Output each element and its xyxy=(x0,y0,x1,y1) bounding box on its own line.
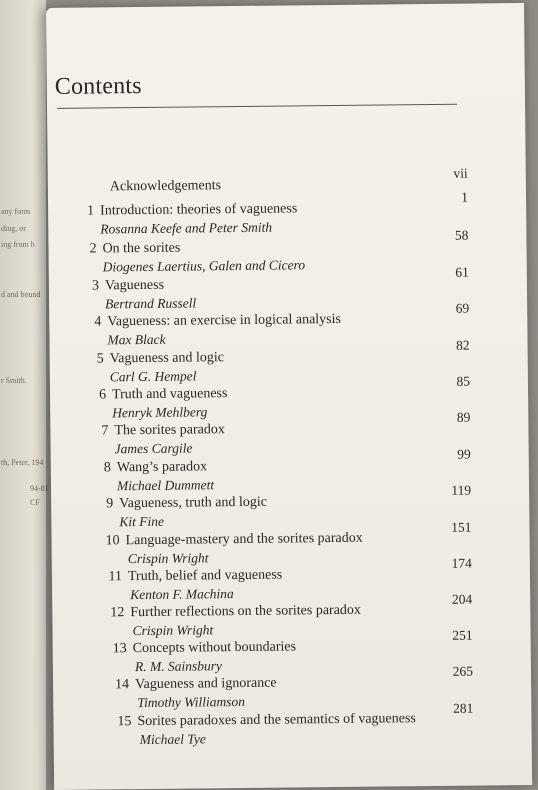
toc-entry-page: 174 xyxy=(451,555,472,571)
toc-entry-number: 6 xyxy=(98,387,107,403)
toc-entry-number: 4 xyxy=(94,314,102,330)
toc-entry-author: Carl G. Hempel xyxy=(109,368,197,385)
toc-entry-title: Language-mastery and the sorites paradox xyxy=(125,530,363,549)
toc-entry-title: Vagueness xyxy=(104,277,165,294)
page-title: Contents xyxy=(54,73,142,100)
toc-entry-title: Wang’s paradox xyxy=(116,459,208,476)
toc-entry-number: 3 xyxy=(91,278,99,294)
toc-entry-page: 99 xyxy=(457,446,471,462)
adjacent-page-fragment: th, Peter, 194 xyxy=(1,458,44,467)
toc-entry-number: 11 xyxy=(108,569,123,585)
toc-entry-number: 8 xyxy=(103,460,111,476)
adjacent-page-fragment: ing from b xyxy=(1,240,35,249)
toc-entry-title: Vagueness and logic xyxy=(109,350,225,367)
toc-entry-page: 69 xyxy=(455,300,470,316)
adjacent-page-fragment: d and bound xyxy=(1,290,41,299)
toc-entry-number: 13 xyxy=(112,641,127,657)
toc-entry-number: 2 xyxy=(89,241,97,257)
toc-entry-title: Concepts without boundaries xyxy=(132,639,297,657)
toc-entry-author: Diogenes Laertius, Galen and Cicero xyxy=(102,257,306,275)
toc-entry-page: 1 xyxy=(461,189,469,205)
toc-entry-author: Henryk Mehlberg xyxy=(112,404,208,421)
adjacent-page xyxy=(0,0,49,790)
toc-entry-title: Vagueness and ignorance xyxy=(135,675,277,693)
toc-entry-page: 265 xyxy=(452,663,474,679)
toc-entry-author: Michael Tye xyxy=(139,731,206,748)
table-of-contents xyxy=(46,3,532,790)
toc-entry-title: Introduction: theories of vagueness xyxy=(100,201,298,219)
toc-entry-author: Kit Fine xyxy=(119,513,165,530)
toc-entry-author: Bertrand Russell xyxy=(105,295,197,312)
toc-entry-page: 89 xyxy=(456,409,471,425)
adjacent-page-fragment: any form xyxy=(1,207,31,216)
toc-entry-page: 151 xyxy=(451,519,472,535)
toc-entry-number: 10 xyxy=(105,533,120,549)
toc-entry-page: 119 xyxy=(451,482,472,498)
toc-entry-number: 1 xyxy=(87,203,95,219)
toc-entry-author: Rosanna Keefe and Peter Smith xyxy=(100,219,273,237)
toc-entry-title: Further reflections on the sorites paradox xyxy=(130,602,361,621)
toc-entry-title: Vagueness: an exercise in logical analysis xyxy=(107,311,342,330)
toc-entry-number: 14 xyxy=(115,677,130,693)
toc-entry-number: 5 xyxy=(96,351,104,367)
toc-entry-title: The sorites paradox xyxy=(114,422,225,439)
toc-entry-author: James Cargile xyxy=(114,440,193,457)
adjacent-page-fragment: CF xyxy=(30,498,40,507)
toc-entry-page: 281 xyxy=(453,700,474,716)
adjacent-page-fragment: r Smith. xyxy=(1,376,27,385)
toc-entry-page: vii xyxy=(453,165,468,181)
toc-entry-title: Truth and vagueness xyxy=(111,386,228,403)
adjacent-page-fragment: ding, or xyxy=(1,224,26,233)
toc-entry-title: Truth, belief and vagueness xyxy=(127,567,283,585)
toc-entry-title: Vagueness, truth and logic xyxy=(119,494,268,512)
toc-entry-author: Crispin Wright xyxy=(132,622,214,639)
toc-entry-author: Kenton F. Machina xyxy=(130,586,234,603)
toc-entry-title: Acknowledgements xyxy=(109,178,222,195)
toc-entry-number: 7 xyxy=(101,423,109,439)
toc-entry-page: 85 xyxy=(456,373,471,389)
toc-entry-author: Crispin Wright xyxy=(127,550,209,567)
toc-entry-page: 58 xyxy=(454,227,469,243)
toc-entry-number: 15 xyxy=(117,714,132,730)
toc-entry-number: 12 xyxy=(110,605,125,621)
toc-entry-page: 82 xyxy=(455,337,470,353)
toc-entry-page: 204 xyxy=(451,591,473,607)
toc-entry-page: 251 xyxy=(452,627,473,643)
toc-entry-number: 9 xyxy=(106,496,114,512)
toc-entry-title: On the sorites xyxy=(102,240,181,257)
toc-entry-page: 61 xyxy=(455,264,469,280)
toc-entry-author: Michael Dummett xyxy=(116,477,215,494)
toc-entry-title: Sorites paradoxes and the semantics of vagueness xyxy=(137,711,416,730)
toc-entry-author: Timothy Williamson xyxy=(137,693,245,711)
book-page xyxy=(46,3,532,790)
adjacent-page-fragment: 94-81 xyxy=(30,484,49,493)
toc-entry-author: R. M. Sainsbury xyxy=(134,658,222,675)
toc-entry-author: Max Black xyxy=(107,331,166,348)
